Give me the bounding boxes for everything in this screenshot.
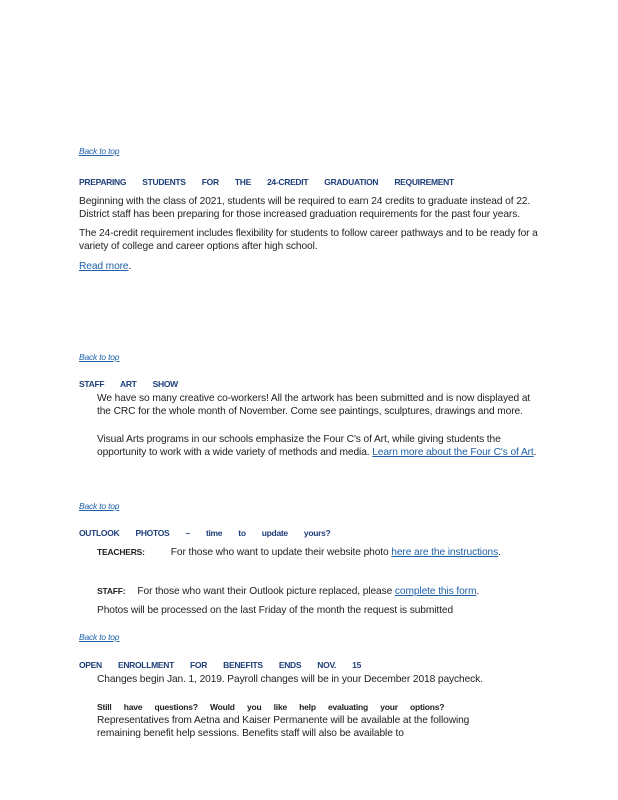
paragraph: Beginning with the class of 2021, students will be required to earn 24 credits to graduate instead of 22. District staff has been preparing for those increased graduation requirements for the past four years. (79, 196, 531, 220)
section-heading-art-show: STAFF ART SHOW (79, 379, 178, 389)
read-more-link[interactable]: Read more (79, 261, 129, 272)
paragraph-with-link (97, 433, 537, 459)
staff-paragraph (97, 585, 537, 598)
teachers-label: TEACHERS: (97, 547, 145, 557)
paragraph: The 24-credit requirement includes flexibility for students to follow career pathways and to be ready for a variety of college and career options after high school. (79, 228, 538, 252)
section-body-graduation (79, 195, 539, 273)
instructions-link[interactable]: here are the instructions (391, 547, 499, 558)
section-heading-open-enrollment: OPEN ENROLLMENT FOR BENEFITS ENDS NOV. 15 (79, 660, 362, 670)
paragraph-text: Visual Arts programs in our schools emphasize the Four C's of Art, while giving students the opportunity to work with a wide variety of methods and media. (97, 434, 501, 458)
staff-text: For those who want their Outlook picture replaced, please (137, 586, 393, 597)
punctuation: . (498, 547, 501, 558)
section-heading-graduation: PREPARING STUDENTS FOR THE 24-CREDIT GRADUATION REQUIREMENT (79, 177, 454, 187)
punctuation: . (476, 586, 480, 597)
teachers-text: For those who want to update their website photo (170, 547, 389, 558)
back-to-top-link[interactable]: Back to top (79, 146, 120, 156)
section-body-art-show (97, 392, 537, 459)
punctuation: . (128, 261, 132, 272)
punctuation: . (533, 447, 537, 458)
paragraph: We have so many creative co-workers! All the artwork has been submitted and is now displayed at the CRC for the whole month of November. Come see paintings, sculptures, drawings and more. (97, 393, 531, 417)
enrollment-subheading: Still have questions? Would you like help evaluating your options? (97, 702, 445, 712)
section-heading-outlook-photos: OUTLOOK PHOTOS – time to update yours? (79, 528, 331, 538)
read-more-row (79, 260, 539, 273)
staff-label: STAFF: (97, 586, 126, 596)
photos-note: Photos will be processed on the last Friday of the month the request is submitted (97, 605, 454, 616)
enrollment-paragraph: Changes begin Jan. 1, 2019. Payroll changes will be in your December 2018 paycheck. (97, 674, 483, 685)
enrollment-paragraph-2: Representatives from Aetna and Kaiser Permanente will be available at the following remaining benefit help sessions. Benefits staff will also be available to (97, 715, 470, 739)
back-to-top-link[interactable]: Back to top (79, 632, 120, 642)
four-cs-of-art-link[interactable]: Learn more about the Four C's of Art (372, 447, 534, 458)
back-to-top-link[interactable]: Back to top (79, 501, 120, 511)
teachers-paragraph (97, 546, 537, 559)
complete-form-link[interactable]: complete this form (394, 586, 477, 597)
back-to-top-link[interactable]: Back to top (79, 352, 120, 362)
